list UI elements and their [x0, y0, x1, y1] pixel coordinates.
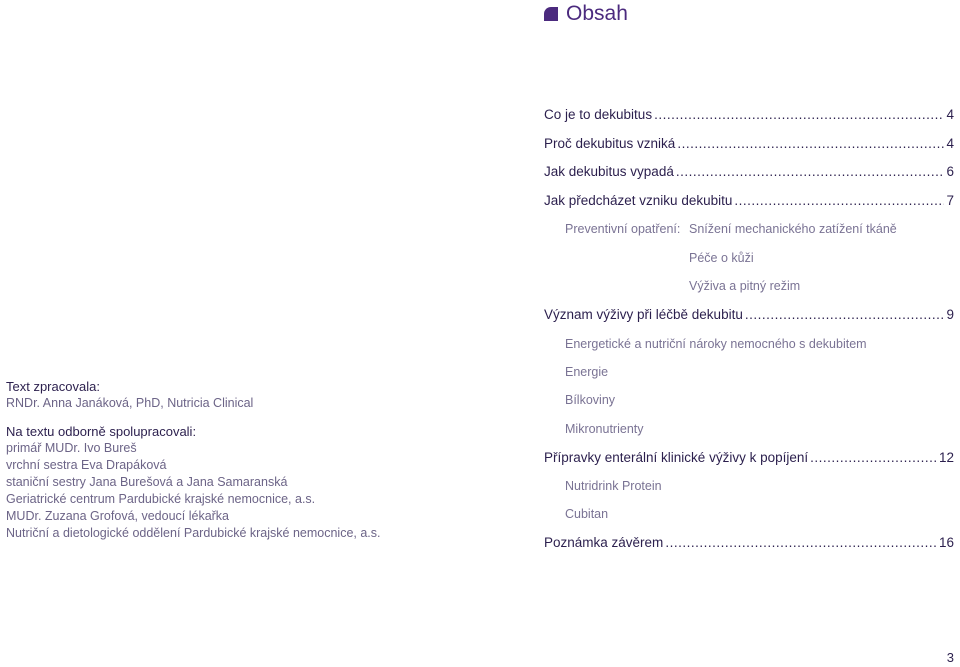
toc-leader — [676, 164, 945, 179]
toc-entry-pripravky[interactable] — [544, 450, 954, 465]
toc-sub-mechanical: Snížení mechanického zatížení tkáně — [689, 222, 897, 236]
credits-line: staniční sestry Jana Burešová a Jana Samaranská — [6, 475, 288, 489]
credits-line: Nutriční a dietologické oddělení Pardubické krajské nemocnice, a.s. — [6, 526, 381, 540]
credits-cooperated-heading: Na textu odborně spolupracovali: — [6, 424, 197, 439]
toc-sub-nutrition: Výživa a pitný režim — [689, 279, 801, 293]
toc-leader — [810, 450, 937, 465]
toc-leader — [665, 535, 937, 550]
toc-sub-nutridrink: Nutridrink Protein — [565, 479, 662, 493]
toc-entry-label: Přípravky enterální klinické výživy k popíjení — [544, 450, 809, 465]
credits-line: Geriatrické centrum Pardubické krajské nemocnice, a.s. — [6, 492, 316, 506]
toc-sub-cubitan: Cubitan — [565, 507, 609, 521]
toc-leader — [677, 136, 944, 151]
toc-entry-label: Jak předcházet vzniku dekubitu — [544, 193, 733, 208]
toc-sub-energy-needs: Energetické a nutriční nároky nemocného s dekubitem — [565, 337, 867, 351]
toc-entry-page: 4 — [946, 136, 954, 151]
toc-entry-predchazet[interactable] — [544, 193, 954, 208]
credits-block — [6, 378, 426, 542]
toc-entry-page: 9 — [946, 307, 954, 322]
toc-entry-page: 6 — [946, 164, 954, 179]
page-title: Obsah — [566, 2, 628, 25]
toc-entry-jak-vypada[interactable] — [544, 164, 954, 179]
toc-entry-page: 16 — [938, 535, 954, 550]
toc-sub-energy: Energie — [565, 365, 609, 379]
toc-sub-preventive: Preventivní opatření: — [565, 222, 681, 236]
toc-entry-co-je[interactable] — [544, 107, 954, 122]
toc-entry-page: 4 — [946, 107, 954, 122]
toc-entry-page: 12 — [938, 450, 954, 465]
toc-leader — [745, 307, 945, 322]
toc-entry-proc[interactable] — [544, 136, 954, 151]
toc-sub-skin: Péče o kůži — [689, 251, 754, 265]
toc-sub-micro: Mikronutrienty — [565, 422, 644, 436]
toc-entry-label: Co je to dekubitus — [544, 107, 653, 122]
toc-entry-page: 7 — [946, 193, 954, 208]
credits-written-heading: Text zpracovala: — [6, 379, 100, 394]
credits-line: vrchní sestra Eva Drapáková — [6, 458, 167, 472]
section-heading — [544, 2, 628, 26]
credits-written-by: RNDr. Anna Janáková, PhD, Nutricia Clinical — [6, 396, 254, 410]
title-marker-icon — [544, 7, 558, 21]
toc-entry-label: Jak dekubitus vypadá — [544, 164, 674, 179]
page-number: 3 — [946, 650, 954, 665]
toc-entry-label: Poznámka závěrem — [544, 535, 664, 550]
toc-leader — [654, 107, 944, 122]
toc-entry-label: Význam výživy při léčbě dekubitu — [544, 307, 743, 322]
credits-line: MUDr. Zuzana Grofová, vedoucí lékařka — [6, 509, 230, 523]
credits-line: primář MUDr. Ivo Bureš — [6, 441, 137, 455]
toc-entry-poznamka[interactable] — [544, 535, 954, 550]
toc-leader — [734, 193, 944, 208]
toc-entry-label: Proč dekubitus vzniká — [544, 136, 676, 151]
toc-entry-vyznam-vyzivy[interactable] — [544, 307, 954, 322]
toc-sub-protein: Bílkoviny — [565, 393, 616, 407]
